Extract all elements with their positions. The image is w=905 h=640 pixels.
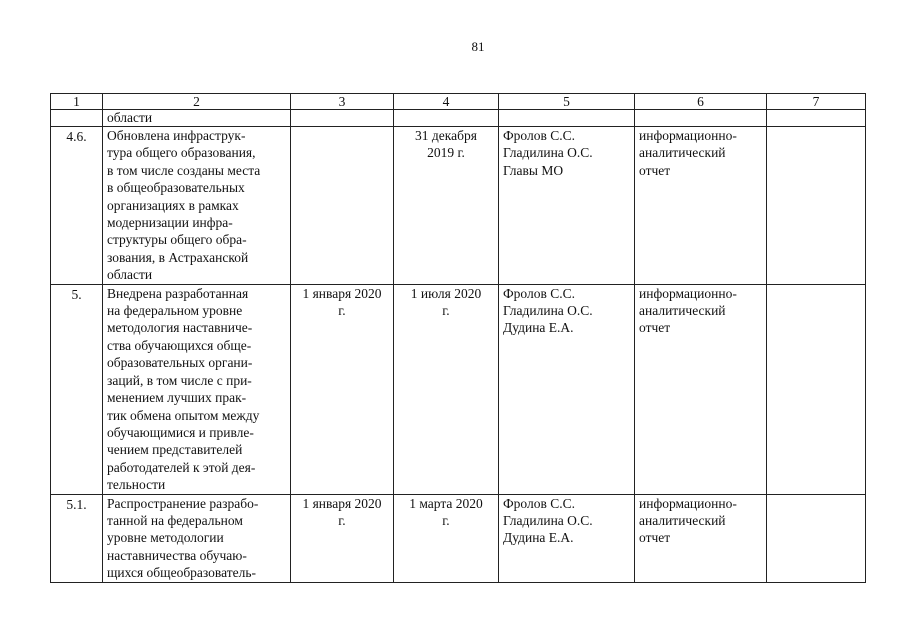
- cell-line: 1 января 2020: [302, 495, 382, 511]
- cell-line: танной на федеральном: [107, 512, 243, 528]
- header-cell-5: 5: [499, 94, 635, 110]
- end-date-cell: [394, 127, 499, 285]
- description-cell: [103, 494, 291, 582]
- start-date-cell: [291, 127, 394, 285]
- continuation-empty-cell: [291, 110, 394, 127]
- cell-line: 1 июля 2020: [410, 285, 482, 301]
- cell-line: модернизации инфра-: [107, 215, 233, 231]
- cell-line: 2019 г.: [427, 145, 465, 161]
- cell-line: отчет: [639, 530, 671, 546]
- header-cell-4: 4: [394, 94, 499, 110]
- cell-line: тура общего образования,: [107, 145, 256, 161]
- cell-line: Гладилина О.С.: [503, 512, 593, 528]
- continuation-text-cell: области: [103, 110, 291, 127]
- cell-line: области: [107, 267, 153, 283]
- start-date-cell: [291, 494, 394, 582]
- continuation-row: [51, 110, 866, 127]
- start-date-cell: [291, 284, 394, 494]
- cell-line: аналитический: [639, 145, 726, 161]
- cell-line: Главы МО: [503, 162, 564, 178]
- column-7-cell: [767, 284, 866, 494]
- cell-line: тик обмена опытом между: [107, 407, 260, 423]
- cell-line: Распространение разрабо-: [107, 495, 259, 511]
- cell-line: в том числе созданы места: [107, 162, 261, 178]
- cell-line: менением лучших прак-: [107, 390, 247, 406]
- table-row: [51, 284, 866, 494]
- cell-line: 1 марта 2020: [409, 495, 483, 511]
- row-number-cell: 5.: [51, 284, 103, 494]
- header-cell-6: 6: [635, 94, 767, 110]
- row-number-cell: 5.1.: [51, 494, 103, 582]
- column-7-cell: [767, 127, 866, 285]
- cell-line: г.: [338, 512, 346, 528]
- cell-line: работодателей к этой дея-: [107, 459, 256, 475]
- cell-line: обучающимися и привле-: [107, 424, 254, 440]
- cell-line: наставничества обучаю-: [107, 547, 247, 563]
- table-header-row: [51, 94, 866, 110]
- cell-line: г.: [442, 303, 450, 319]
- cell-line: отчет: [639, 320, 671, 336]
- cell-line: Фролов С.С.: [503, 128, 575, 143]
- cell-line: образовательных органи-: [107, 355, 253, 371]
- cell-line: структуры общего обра-: [107, 232, 247, 248]
- cell-line: ства обучающихся обще-: [107, 337, 252, 353]
- header-cell-7: 7: [767, 94, 866, 110]
- cell-line: г.: [338, 303, 346, 319]
- continuation-empty-cell: [394, 110, 499, 127]
- result-type-cell: [635, 284, 767, 494]
- cell-line: Гладилина О.С.: [503, 145, 593, 161]
- cell-line: 1 января 2020: [302, 285, 382, 301]
- responsible-cell: [499, 284, 635, 494]
- result-type-cell: [635, 127, 767, 285]
- cell-line: аналитический: [639, 512, 726, 528]
- cell-line: информационно-: [639, 285, 737, 301]
- cell-line: щихся общеобразователь-: [107, 565, 257, 581]
- cell-line: тельности: [107, 477, 166, 493]
- continuation-num-cell: [51, 110, 103, 127]
- cell-line: информационно-: [639, 128, 737, 143]
- table-row: [51, 494, 866, 582]
- result-type-cell: [635, 494, 767, 582]
- cell-line: на федеральном уровне: [107, 303, 243, 319]
- header-cell-2: 2: [103, 94, 291, 110]
- cell-line: организациях в рамках: [107, 197, 239, 213]
- cell-line: уровне методологии: [107, 530, 224, 546]
- cell-line: в общеобразовательных: [107, 180, 245, 196]
- cell-line: методология наставниче-: [107, 320, 253, 336]
- column-7-cell: [767, 494, 866, 582]
- cell-line: Дудина Е.А.: [503, 530, 574, 546]
- continuation-empty-cell: [635, 110, 767, 127]
- cell-line: зования, в Астраханской: [107, 249, 249, 265]
- end-date-cell: [394, 284, 499, 494]
- cell-line: чением представителей: [107, 442, 243, 458]
- cell-line: Внедрена разработанная: [107, 285, 249, 301]
- header-cell-3: 3: [291, 94, 394, 110]
- responsible-cell: [499, 127, 635, 285]
- cell-line: 31 декабря: [415, 128, 477, 143]
- cell-line: аналитический: [639, 303, 726, 319]
- page-number: 81: [471, 39, 485, 54]
- plan-table: [50, 93, 866, 583]
- end-date-cell: [394, 494, 499, 582]
- cell-line: Гладилина О.С.: [503, 303, 593, 319]
- description-cell: [103, 284, 291, 494]
- header-cell-1: 1: [51, 94, 103, 110]
- cell-line: отчет: [639, 162, 671, 178]
- cell-line: Обновлена инфраструк-: [107, 128, 246, 143]
- table-row: [51, 127, 866, 285]
- cell-line: Дудина Е.А.: [503, 320, 574, 336]
- cell-line: Фролов С.С.: [503, 495, 575, 511]
- cell-line: информационно-: [639, 495, 737, 511]
- responsible-cell: [499, 494, 635, 582]
- cell-line: Фролов С.С.: [503, 285, 575, 301]
- continuation-empty-cell: [767, 110, 866, 127]
- cell-line: г.: [442, 512, 450, 528]
- description-cell: [103, 127, 291, 285]
- cell-line: заций, в том числе с при-: [107, 372, 252, 388]
- row-number-cell: 4.6.: [51, 127, 103, 285]
- continuation-empty-cell: [499, 110, 635, 127]
